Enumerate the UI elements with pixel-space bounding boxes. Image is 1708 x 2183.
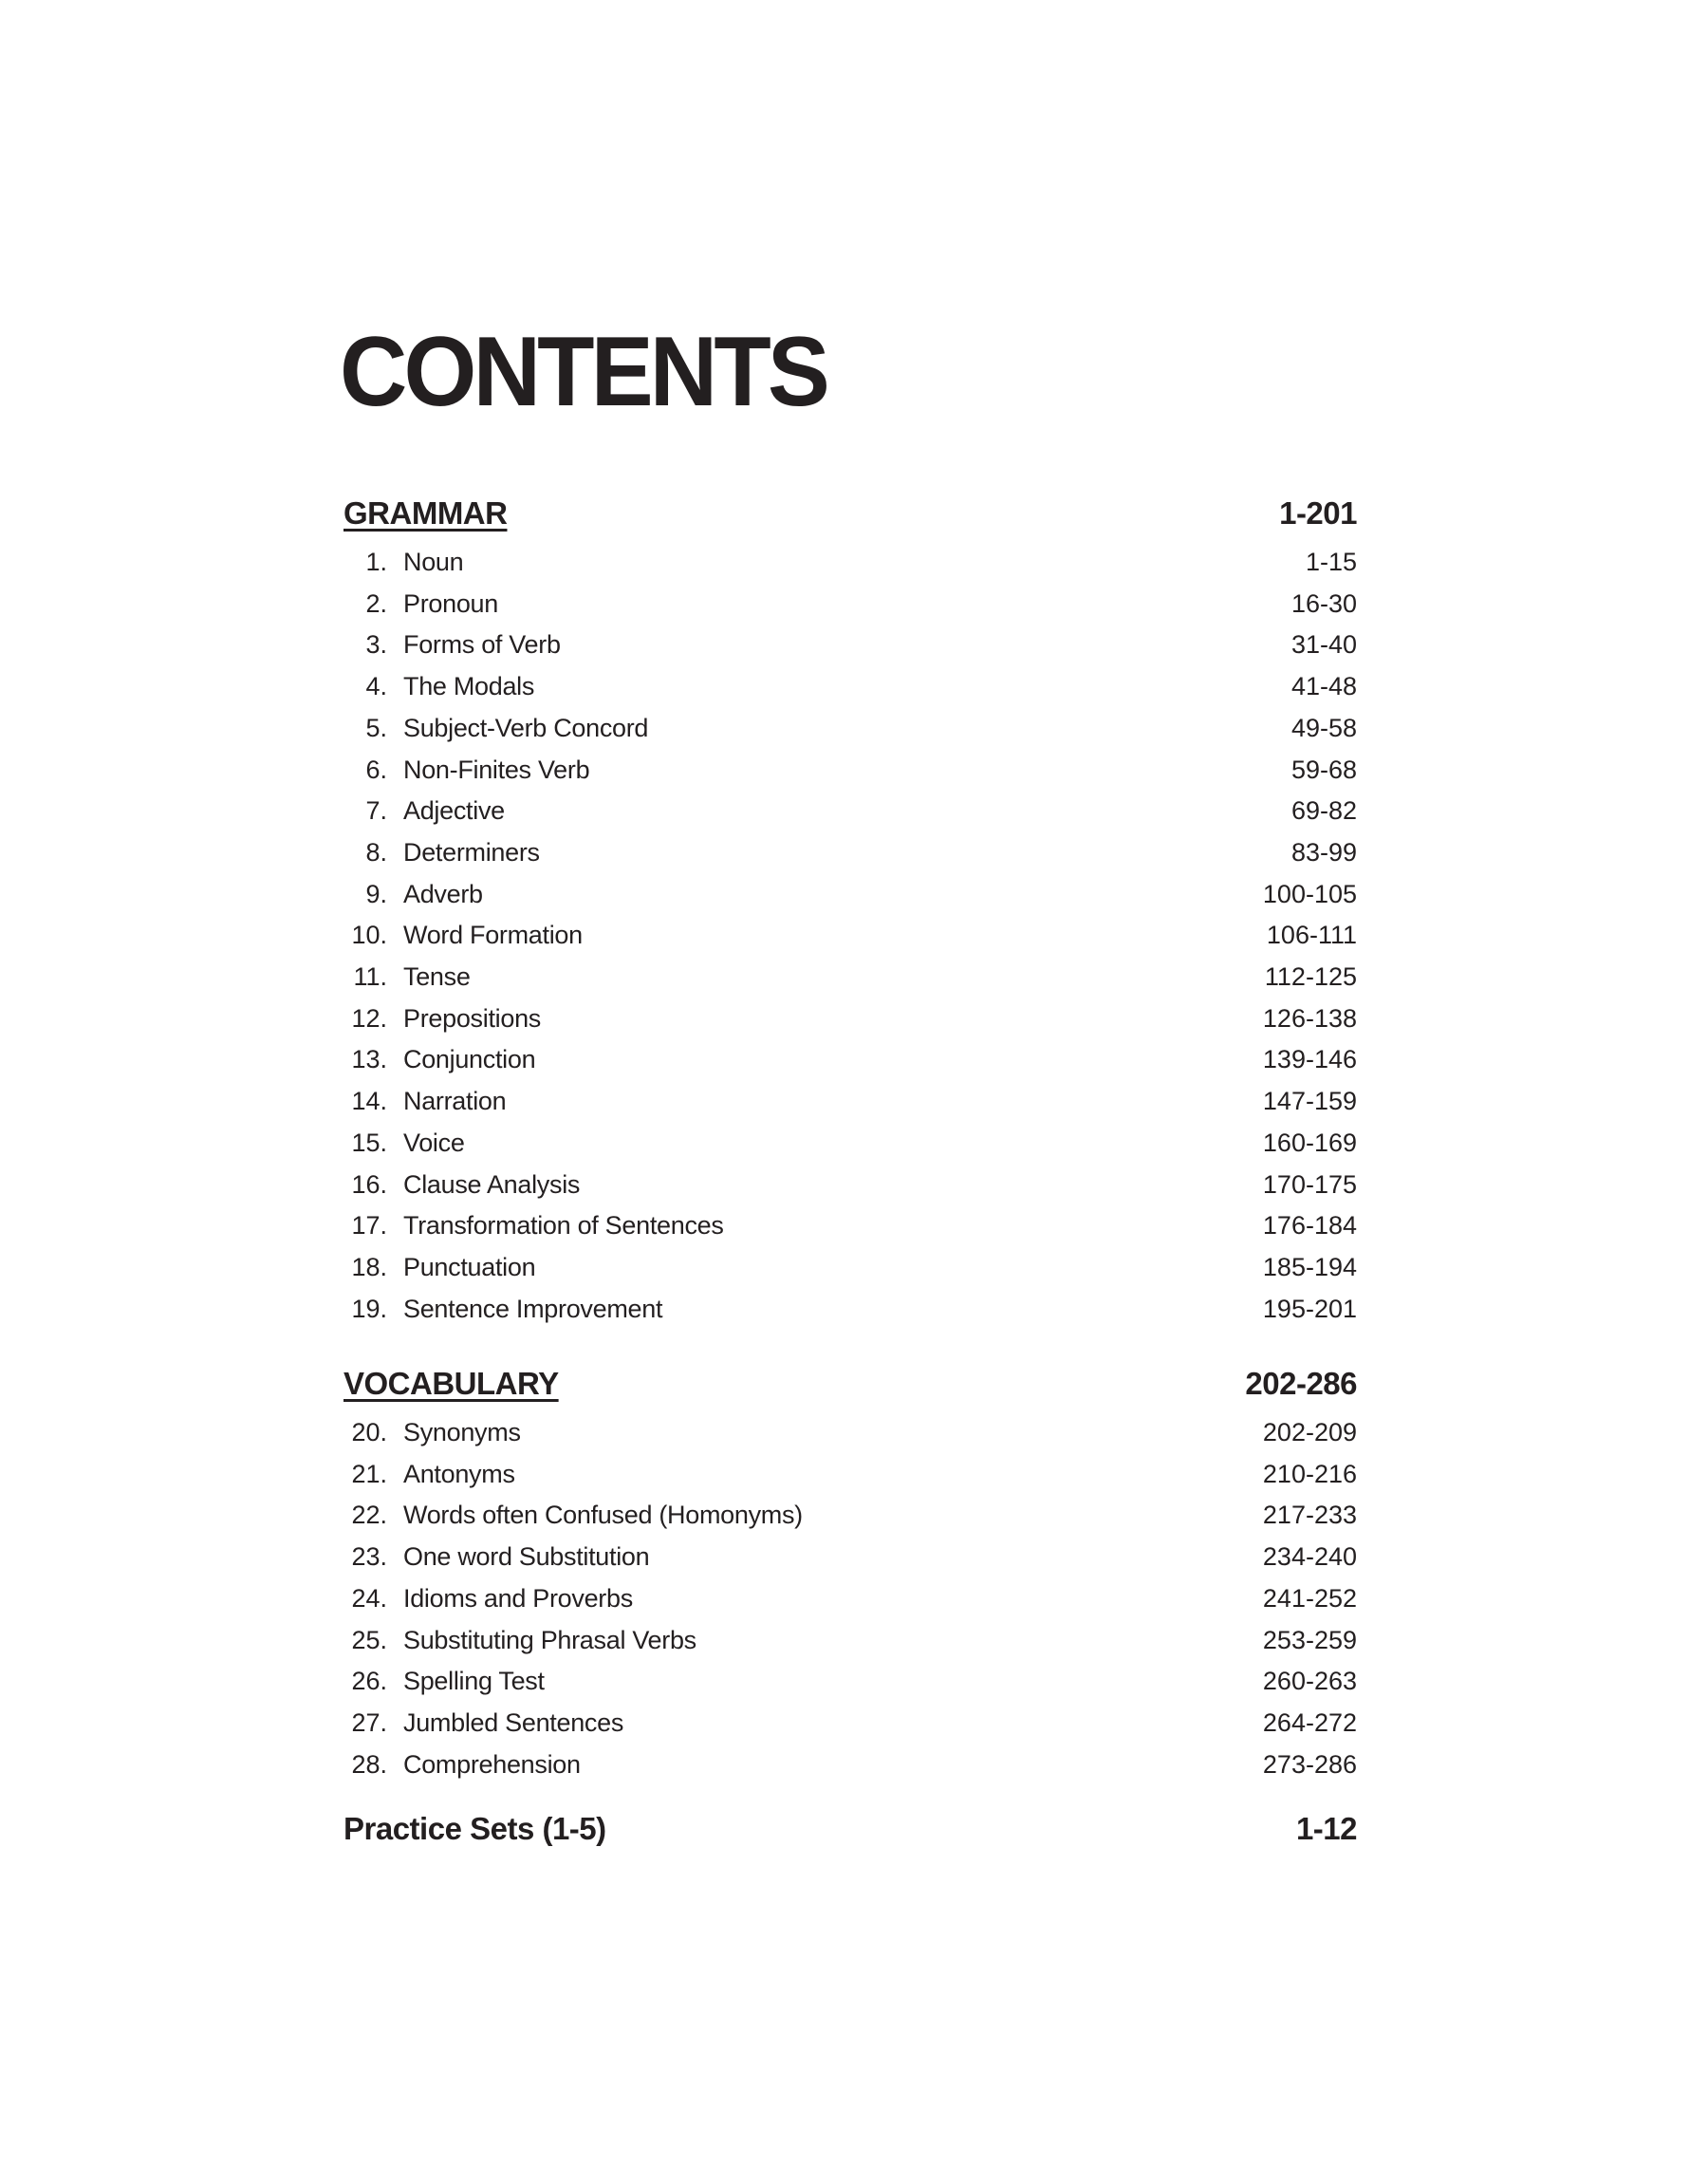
entry-page-range: 41-48 — [1290, 672, 1357, 701]
entry-title: Words often Confused (Homonyms) — [403, 1501, 803, 1530]
entry-title: Voice — [403, 1128, 465, 1157]
entry-page-range: 234-240 — [1262, 1542, 1357, 1572]
toc-entry[interactable] — [343, 954, 1357, 992]
entry-number: 22. — [351, 1501, 387, 1530]
toc-entry[interactable] — [343, 830, 1357, 868]
entry-number: 19. — [351, 1294, 387, 1323]
entry-title: Antonyms — [403, 1459, 515, 1488]
toc-entry[interactable] — [343, 539, 1357, 577]
entry-title: Idioms and Proverbs — [403, 1583, 633, 1613]
entry-number: 5. — [365, 713, 387, 742]
entry-number: 27. — [351, 1707, 387, 1737]
toc-entry[interactable] — [343, 1576, 1357, 1614]
entry-number: 4. — [365, 672, 387, 701]
toc-entry[interactable] — [343, 1286, 1357, 1324]
entry-title: Punctuation — [403, 1252, 536, 1281]
entry-number: 25. — [351, 1625, 387, 1654]
entry-title: Sentence Improvement — [403, 1294, 663, 1323]
entry-title: Non-Finites Verb — [403, 755, 590, 784]
entry-title: Comprehension — [403, 1749, 581, 1779]
toc-entry[interactable] — [343, 1036, 1357, 1074]
entry-number: 15. — [351, 1128, 387, 1157]
entry-title: Adjective — [403, 796, 505, 826]
toc-entry[interactable] — [343, 1203, 1357, 1241]
entry-title: Narration — [403, 1087, 507, 1116]
entry-title: Synonyms — [403, 1418, 521, 1446]
section-heading-row — [343, 494, 1357, 532]
entry-title: Prepositions — [403, 1003, 541, 1033]
toc-entry[interactable] — [343, 1742, 1357, 1780]
toc-entry[interactable] — [343, 996, 1357, 1034]
toc-entry[interactable] — [343, 663, 1357, 701]
entry-number: 13. — [351, 1045, 387, 1074]
toc-entry[interactable] — [343, 871, 1357, 909]
entry-title: The Modals — [403, 672, 535, 701]
entry-title: Pronoun — [403, 588, 498, 618]
toc-entry[interactable] — [343, 747, 1357, 785]
entry-page-range: 31-40 — [1290, 630, 1357, 660]
entry-number: 24. — [351, 1583, 387, 1613]
entry-title: Word Formation — [403, 921, 583, 950]
section-page-range: 1-201 — [1279, 495, 1357, 531]
toc-entry[interactable] — [343, 1244, 1357, 1282]
toc-entry[interactable] — [343, 1078, 1357, 1116]
section-page-range: 202-286 — [1245, 1366, 1357, 1401]
toc-entry[interactable] — [343, 1617, 1357, 1655]
entry-number: 10. — [351, 921, 387, 950]
entry-page-range: 59-68 — [1290, 755, 1357, 784]
entry-title: Subject-Verb Concord — [403, 713, 649, 742]
entry-page-range: 195-201 — [1262, 1294, 1357, 1323]
entry-number: 7. — [365, 796, 387, 826]
toc-entry[interactable] — [343, 788, 1357, 826]
entry-number: 8. — [365, 837, 387, 867]
entry-title: One word Substitution — [403, 1542, 650, 1572]
practice-sets-row[interactable] — [343, 1809, 1357, 1847]
toc-entry[interactable] — [343, 1700, 1357, 1738]
entry-number: 9. — [365, 879, 387, 908]
toc-entry[interactable] — [343, 1658, 1357, 1696]
entry-number: 2. — [365, 588, 387, 618]
entry-page-range: 176-184 — [1262, 1211, 1357, 1241]
practice-sets-title: Practice Sets (1-5) — [343, 1811, 606, 1846]
entry-number: 1. — [365, 548, 387, 576]
page-title: CONTENTS — [340, 317, 826, 427]
entry-number: 16. — [351, 1169, 387, 1199]
toc-entry[interactable] — [343, 705, 1357, 743]
entry-number: 12. — [351, 1003, 387, 1033]
section-title: VOCABULARY — [343, 1366, 559, 1401]
entry-page-range: 185-194 — [1262, 1252, 1357, 1281]
entry-page-range: 147-159 — [1262, 1087, 1357, 1116]
entry-page-range: 139-146 — [1262, 1045, 1357, 1074]
entry-page-range: 260-263 — [1262, 1667, 1357, 1696]
toc-entry[interactable] — [343, 581, 1357, 619]
entry-page-range: 273-286 — [1262, 1749, 1357, 1779]
toc-entry[interactable] — [343, 1162, 1357, 1200]
entry-title: Jumbled Sentences — [403, 1707, 624, 1737]
entry-page-range: 210-216 — [1262, 1459, 1357, 1488]
entry-page-range: 217-233 — [1262, 1501, 1357, 1530]
entry-title: Clause Analysis — [403, 1169, 581, 1199]
entry-title: Substituting Phrasal Verbs — [403, 1625, 696, 1654]
practice-sets-page-range: 1-12 — [1295, 1811, 1357, 1846]
entry-title: Determiners — [403, 837, 540, 867]
section-heading-row — [343, 1364, 1357, 1402]
entry-title: Forms of Verb — [403, 630, 561, 660]
entry-title: Conjunction — [403, 1045, 536, 1074]
entry-title: Transformation of Sentences — [403, 1211, 724, 1241]
entry-page-range: 160-169 — [1262, 1128, 1357, 1157]
toc-entry[interactable] — [343, 622, 1357, 660]
entry-page-range: 1-15 — [1305, 548, 1357, 576]
entry-page-range: 253-259 — [1262, 1625, 1357, 1654]
toc-entry[interactable] — [343, 1451, 1357, 1489]
entry-page-range: 49-58 — [1290, 713, 1357, 742]
entry-number: 6. — [365, 755, 387, 784]
toc-entry[interactable] — [343, 912, 1357, 950]
entry-number: 28. — [351, 1749, 387, 1779]
entry-number: 23. — [351, 1542, 387, 1572]
entry-page-range: 170-175 — [1262, 1169, 1357, 1199]
entry-number: 11. — [353, 962, 387, 991]
toc-entry[interactable] — [343, 1409, 1357, 1447]
entry-title: Spelling Test — [403, 1667, 545, 1696]
entry-page-range: 241-252 — [1262, 1583, 1357, 1613]
entry-number: 26. — [351, 1667, 387, 1696]
entry-page-range: 69-82 — [1290, 796, 1357, 826]
toc-entry[interactable] — [343, 1492, 1357, 1530]
entry-number: 18. — [351, 1252, 387, 1281]
entry-title: Adverb — [403, 879, 483, 908]
entry-number: 20. — [351, 1418, 387, 1446]
entry-number: 3. — [365, 630, 387, 660]
entry-page-range: 202-209 — [1262, 1418, 1357, 1446]
entry-page-range: 264-272 — [1262, 1707, 1357, 1737]
entry-page-range: 83-99 — [1290, 837, 1357, 867]
entry-number: 14. — [351, 1087, 387, 1116]
section-title: GRAMMAR — [343, 495, 508, 531]
entry-page-range: 100-105 — [1262, 879, 1357, 908]
entry-title: Tense — [403, 962, 471, 991]
entry-title: Noun — [403, 548, 464, 576]
entry-page-range: 16-30 — [1290, 588, 1357, 618]
entry-number: 21. — [351, 1459, 387, 1488]
toc-entry[interactable] — [343, 1534, 1357, 1572]
entry-page-range: 112-125 — [1264, 962, 1357, 991]
entry-number: 17. — [351, 1211, 387, 1241]
entry-page-range: 126-138 — [1262, 1003, 1357, 1033]
toc-entry[interactable] — [343, 1120, 1357, 1158]
entry-page-range: 106-111 — [1266, 921, 1357, 950]
